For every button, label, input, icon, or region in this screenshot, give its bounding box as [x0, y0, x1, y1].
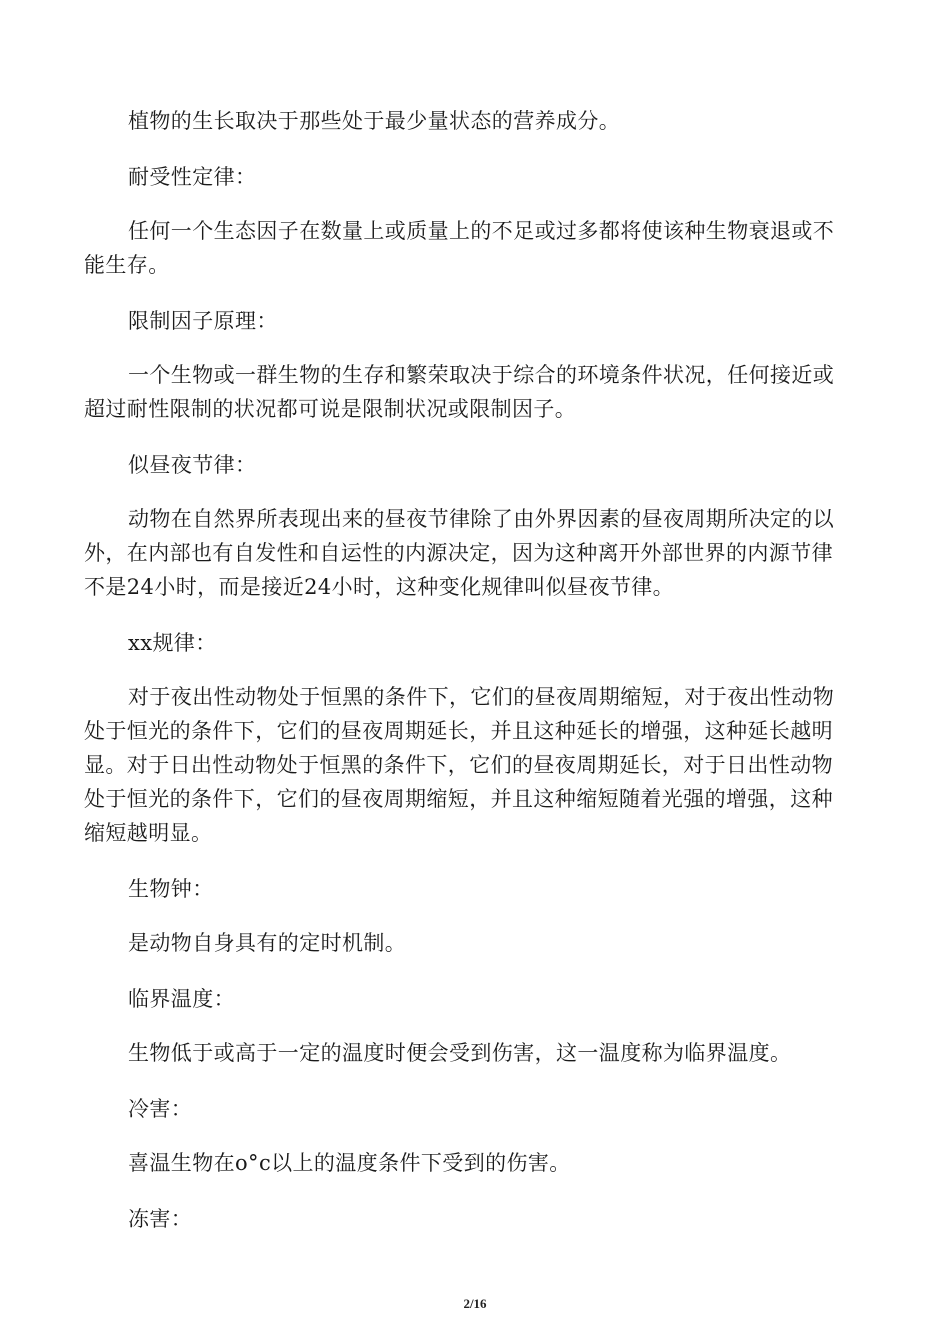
paragraph-biological-clock: 是动物自身具有的定时机制。 — [128, 931, 407, 955]
heading-critical-temperature: 临界温度： — [128, 987, 235, 1011]
paragraph-chilling-injury: 喜温生物在o°c以上的温度条件下受到的伤害。 — [128, 1151, 571, 1175]
paragraph-critical-temperature: 生物低于或高于一定的温度时便会受到伤害，这一温度称为临界温度。 — [128, 1041, 792, 1065]
document-body — [84, 104, 854, 1236]
heading-limiting-factor: 限制因子原理： — [128, 309, 278, 333]
paragraph-limiting-factor: 一个生物或一群生物的生存和繁荣取决于综合的环境条件状况，任何接近或超过耐性限制的状况都可说是限制状况或限制因子。 — [84, 363, 835, 421]
heading-xx-rule: xx规律： — [128, 631, 217, 655]
paragraph-circadian-rhythm: 动物在自然界所表现出来的昼夜节律除了由外界因素的昼夜周期所决定的以外，在内部也有自发性和自运性的内源决定，因为这种离开外部世界的内源节律不是24小时，而是接近24小时，这种变化规律叫似昼夜节律。 — [84, 507, 835, 599]
paragraph-minimum-law: 植物的生长取决于那些处于最少量状态的营养成分。 — [128, 109, 621, 133]
heading-circadian-rhythm: 似昼夜节律： — [128, 453, 257, 477]
heading-freezing-injury: 冻害： — [128, 1207, 193, 1231]
paragraph-tolerance-law: 任何一个生态因子在数量上或质量上的不足或过多都将使该种生物衰退或不能生存。 — [84, 219, 835, 277]
heading-tolerance-law: 耐受性定律： — [128, 165, 257, 189]
page-number: 2/16 — [463, 1296, 487, 1311]
paragraph-xx-rule: 对于夜出性动物处于恒黑的条件下，它们的昼夜周期缩短，对于夜出性动物处于恒光的条件下，它们的昼夜周期延长，并且这种延长的增强，这种延长越明显。对于日出性动物处于恒黑的条件下，它们的昼夜周期延长，对于日出性动物处于恒光的条件下，它们的昼夜周期缩短，并且这种缩短随着光强的增强，这种缩短越明显。 — [84, 685, 835, 845]
heading-biological-clock: 生物钟： — [128, 877, 214, 901]
heading-chilling-injury: 冷害： — [128, 1097, 193, 1121]
